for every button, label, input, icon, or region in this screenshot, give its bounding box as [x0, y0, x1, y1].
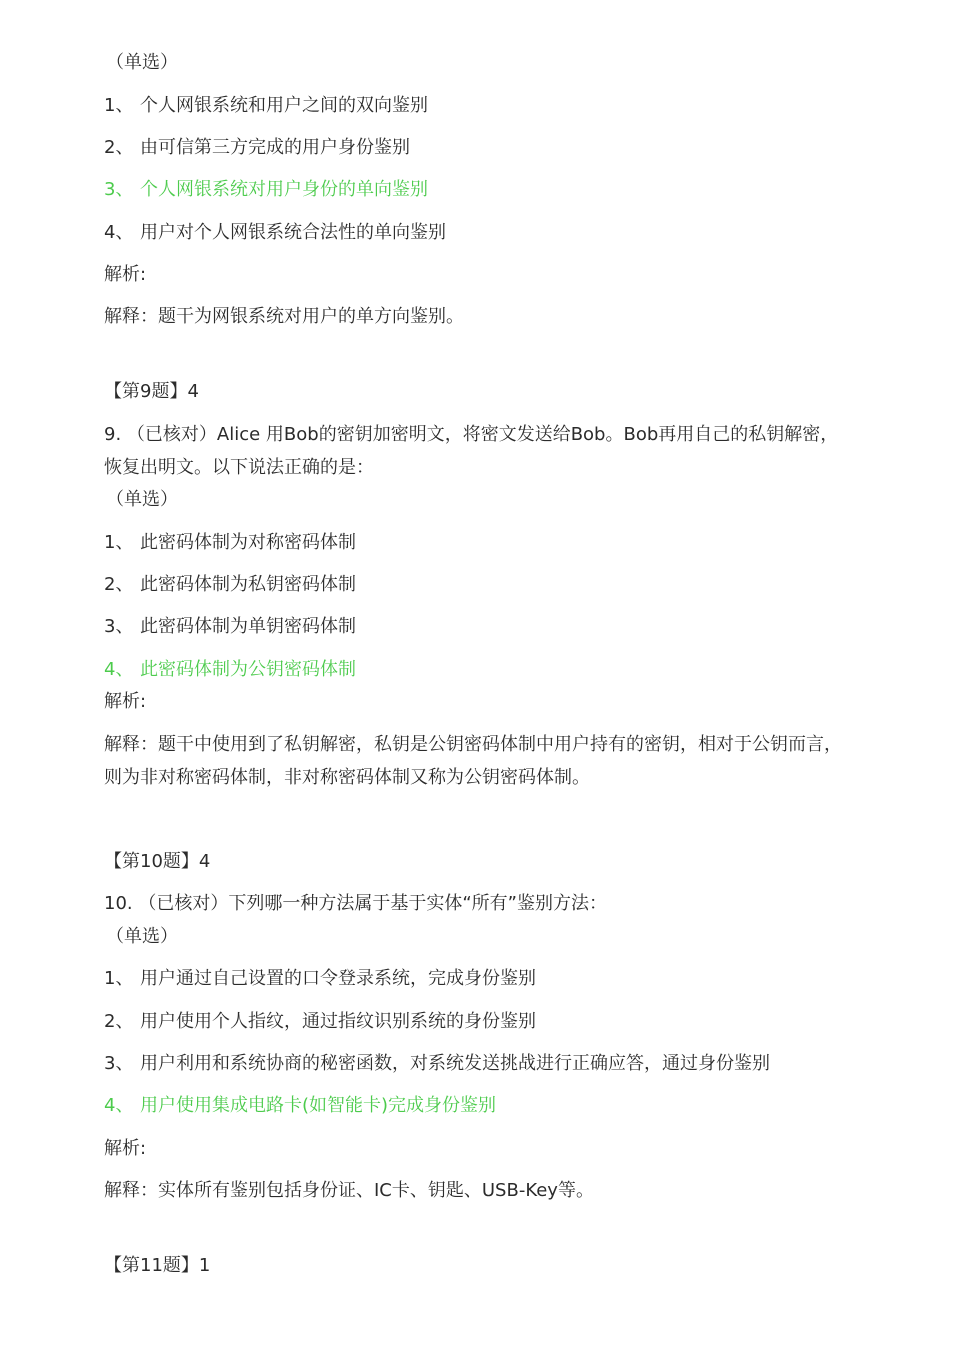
q10-question: 10. （已核对）下列哪一种方法属于基于实体“所有”鉴别方法： [104, 893, 607, 914]
option-number: 1、 [104, 968, 134, 989]
option-text: 用户通过自己设置的口令登录系统，完成身份鉴别 [140, 968, 536, 989]
q9-explanation: 解释：题干中使用到了私钥解密，私钥是公钥密码体制中用户持有的密钥，相对于公钥而言，则为非对称密码体制，非对称密码体制又称为公钥密码体制。 [104, 734, 842, 788]
q10-analysis-label: 解析: [104, 1138, 147, 1159]
option-number: 2、 [104, 574, 134, 595]
q8-explanation: 解释：题干为网银系统对用户的单方向鉴别。 [104, 306, 464, 327]
q10-option-4-correct [104, 1089, 496, 1122]
q9-option-3 [104, 610, 356, 643]
q8-option-1 [104, 89, 428, 122]
q8-option-2 [104, 131, 410, 164]
q11-header: 【第11题】1 [104, 1255, 211, 1276]
option-number: 3、 [104, 179, 134, 200]
option-number: 4、 [104, 659, 134, 680]
option-number: 1、 [104, 532, 134, 553]
option-text: 个人网银系统对用户身份的单向鉴别 [140, 179, 428, 200]
option-text: 用户对个人网银系统合法性的单向鉴别 [140, 222, 446, 243]
q8-type: （单选） [106, 52, 178, 73]
q10-explanation: 解释：实体所有鉴别包括身份证、IC卡、钥匙、USB-Key等。 [104, 1180, 594, 1201]
q10-header: 【第10题】4 [104, 851, 211, 872]
option-number: 3、 [104, 616, 134, 637]
q9-option-4-correct [104, 653, 356, 686]
q10-option-2 [104, 1005, 536, 1038]
q10-type: （单选） [106, 926, 178, 947]
option-text: 由可信第三方完成的用户身份鉴别 [140, 137, 410, 158]
option-text: 用户使用集成电路卡(如智能卡)完成身份鉴别 [140, 1095, 497, 1116]
q9-question: 9. （已核对）Alice 用Bob的密钥加密明文，将密文发送给Bob。Bob再用自己的私钥解密，恢复出明文。以下说法正确的是： [104, 424, 839, 478]
option-number: 2、 [104, 137, 134, 158]
option-text: 此密码体制为单钥密码体制 [140, 616, 356, 637]
option-number: 2、 [104, 1011, 134, 1032]
q9-option-2 [104, 568, 356, 601]
q9-header: 【第9题】4 [104, 381, 199, 402]
q9-analysis-label: 解析: [104, 691, 147, 712]
option-text: 用户使用个人指纹，通过指纹识别系统的身份鉴别 [140, 1011, 536, 1032]
q10-option-1 [104, 962, 536, 995]
q10-option-3 [104, 1047, 770, 1080]
q9-type: （单选） [106, 489, 178, 510]
q8-option-3-correct [104, 173, 428, 206]
option-number: 3、 [104, 1053, 134, 1074]
option-number: 1、 [104, 95, 134, 116]
q8-option-4 [104, 216, 446, 249]
option-text: 此密码体制为公钥密码体制 [140, 659, 356, 680]
option-number: 4、 [104, 1095, 134, 1116]
q9-option-1 [104, 526, 356, 559]
option-text: 个人网银系统和用户之间的双向鉴别 [140, 95, 428, 116]
option-text: 用户利用和系统协商的秘密函数，对系统发送挑战进行正确应答，通过身份鉴别 [140, 1053, 770, 1074]
option-number: 4、 [104, 222, 134, 243]
q8-analysis-label: 解析: [104, 264, 147, 285]
option-text: 此密码体制为私钥密码体制 [140, 574, 356, 595]
option-text: 此密码体制为对称密码体制 [140, 532, 356, 553]
